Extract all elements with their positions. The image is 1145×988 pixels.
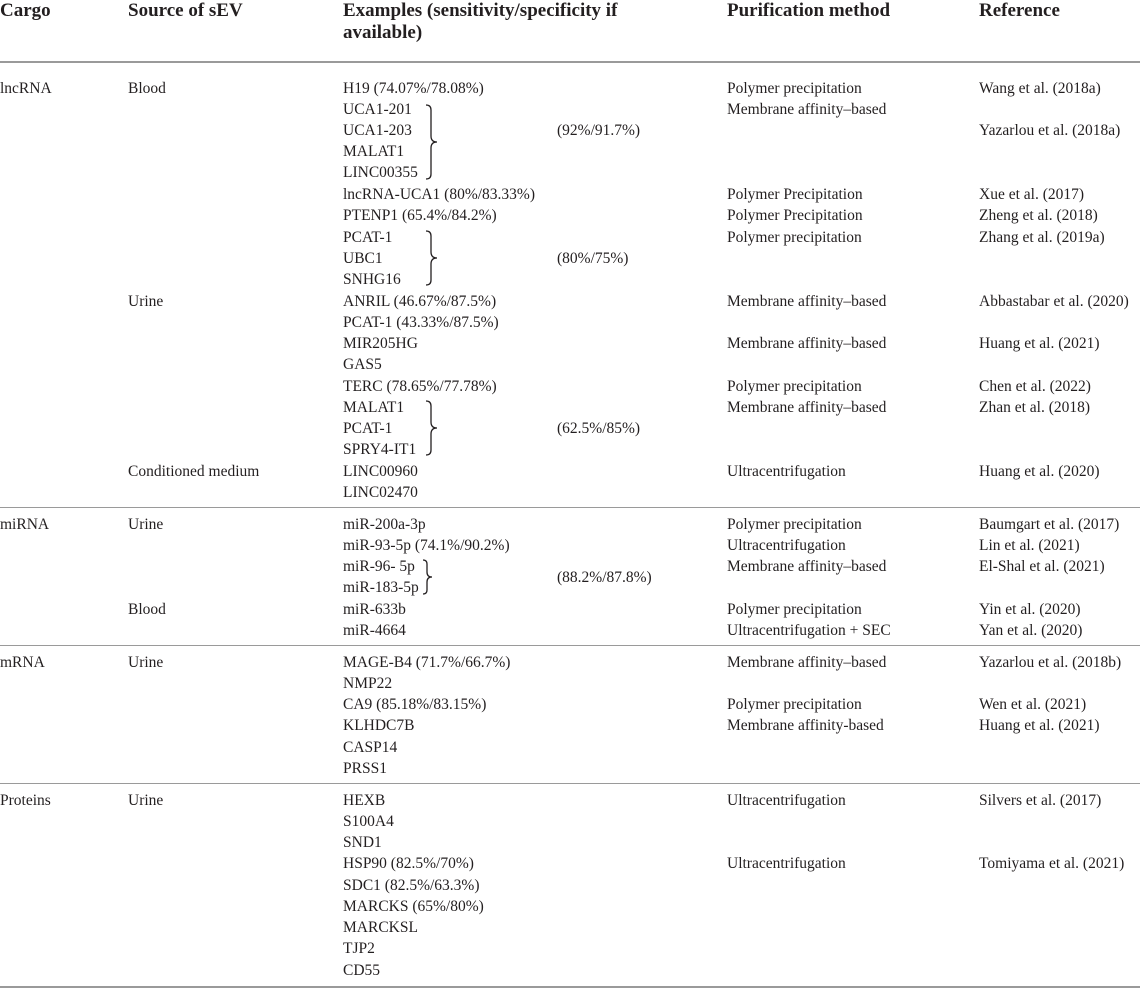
reference-cell: Huang et al. (2021) — [979, 717, 1100, 734]
group-value-cell: (80%/75%) — [557, 250, 629, 267]
source-cell: Urine — [128, 293, 164, 310]
example-cell: CA9 (85.18%/83.15%) — [343, 696, 487, 713]
method-cell: Membrane affinity–based — [727, 335, 887, 352]
method-cell: Ultracentrifugation — [727, 855, 846, 872]
example-cell: HSP90 (82.5%/70%) — [343, 855, 474, 872]
cargo-cell: lncRNA — [0, 80, 52, 97]
reference-cell: Xue et al. (2017) — [979, 186, 1085, 203]
example-cell: LINC02470 — [343, 484, 418, 501]
example-cell: PCAT-1 — [343, 229, 393, 246]
method-cell: Membrane affinity–based — [727, 399, 887, 416]
method-cell: Polymer precipitation — [727, 80, 862, 97]
method-cell: Polymer precipitation — [727, 696, 862, 713]
header-examples-line2: available) — [343, 22, 423, 43]
example-cell: SDC1 (82.5%/63.3%) — [343, 877, 480, 894]
method-cell: Ultracentrifugation — [727, 463, 846, 480]
right-brace-icon — [424, 104, 440, 180]
method-cell: Polymer Precipitation — [727, 207, 863, 224]
example-cell: PCAT-1 (43.33%/87.5%) — [343, 314, 499, 331]
example-cell: NMP22 — [343, 675, 393, 692]
example-cell: miR-633b — [343, 601, 406, 618]
source-cell: Urine — [128, 792, 164, 809]
example-cell: UBC1 — [343, 250, 383, 267]
method-cell: Polymer precipitation — [727, 601, 862, 618]
reference-cell: Yazarlou et al. (2018b) — [979, 654, 1122, 671]
group-value-cell: (62.5%/85%) — [557, 420, 641, 437]
reference-cell: Huang et al. (2020) — [979, 463, 1100, 480]
example-cell: MARCKSL — [343, 919, 418, 936]
example-cell: CASP14 — [343, 739, 398, 756]
source-cell: Blood — [128, 80, 166, 97]
example-cell: UCA1-203 — [343, 122, 412, 139]
section-rule-mirna — [0, 507, 1140, 508]
source-cell: Urine — [128, 654, 164, 671]
example-cell: GAS5 — [343, 356, 382, 373]
section-rule-proteins — [0, 783, 1140, 784]
header-rule — [0, 61, 1140, 63]
reference-cell: Yan et al. (2020) — [979, 622, 1083, 639]
reference-cell: Zheng et al. (2018) — [979, 207, 1098, 224]
reference-cell: Wen et al. (2021) — [979, 696, 1087, 713]
header-purification: Purification method — [727, 0, 891, 21]
example-cell: PRSS1 — [343, 760, 387, 777]
method-cell: Membrane affinity–based — [727, 558, 887, 575]
reference-cell: Wang et al. (2018a) — [979, 80, 1101, 97]
method-cell: Membrane affinity–based — [727, 293, 887, 310]
reference-cell: Chen et al. (2022) — [979, 378, 1091, 395]
right-brace-icon — [424, 400, 440, 456]
reference-cell: Baumgart et al. (2017) — [979, 516, 1120, 533]
example-cell: ANRIL (46.67%/87.5%) — [343, 293, 497, 310]
example-cell: MALAT1 — [343, 399, 405, 416]
example-cell: MARCKS (65%/80%) — [343, 898, 484, 915]
method-cell: Polymer precipitation — [727, 229, 862, 246]
method-cell: Polymer Precipitation — [727, 186, 863, 203]
source-cell: Blood — [128, 601, 166, 618]
cargo-cell: mRNA — [0, 654, 45, 671]
example-cell: SPRY4-IT1 — [343, 441, 417, 458]
method-cell: Ultracentrifugation — [727, 537, 846, 554]
example-cell: TERC (78.65%/77.78%) — [343, 378, 497, 395]
example-cell: SND1 — [343, 834, 382, 851]
reference-cell: El-Shal et al. (2021) — [979, 558, 1105, 575]
example-cell: lncRNA-UCA1 (80%/83.33%) — [343, 186, 536, 203]
reference-cell: Yin et al. (2020) — [979, 601, 1081, 618]
method-cell: Membrane affinity–based — [727, 654, 887, 671]
method-cell: Membrane affinity-based — [727, 717, 884, 734]
header-source: Source of sEV — [128, 0, 243, 21]
cargo-cell: Proteins — [0, 792, 51, 809]
example-cell: SNHG16 — [343, 271, 401, 288]
example-cell: PTENP1 (65.4%/84.2%) — [343, 207, 497, 224]
header-reference: Reference — [979, 0, 1060, 21]
example-cell: miR-200a-3p — [343, 516, 426, 533]
method-cell: Polymer precipitation — [727, 516, 862, 533]
example-cell: H19 (74.07%/78.08%) — [343, 80, 484, 97]
reference-cell: Silvers et al. (2017) — [979, 792, 1102, 809]
example-cell: LINC00960 — [343, 463, 418, 480]
example-cell: LINC00355 — [343, 164, 418, 181]
example-cell: MIR205HG — [343, 335, 418, 352]
group-value-cell: (88.2%/87.8%) — [557, 569, 652, 586]
method-cell: Ultracentrifugation + SEC — [727, 622, 891, 639]
method-cell: Ultracentrifugation — [727, 792, 846, 809]
reference-cell: Lin et al. (2021) — [979, 537, 1080, 554]
reference-cell: Tomiyama et al. (2021) — [979, 855, 1125, 872]
right-brace-icon — [421, 559, 435, 595]
example-cell: KLHDC7B — [343, 717, 415, 734]
reference-cell: Huang et al. (2021) — [979, 335, 1100, 352]
example-cell: miR-4664 — [343, 622, 406, 639]
bottom-rule — [0, 986, 1140, 988]
example-cell: MAGE-B4 (71.7%/66.7%) — [343, 654, 511, 671]
example-cell: CD55 — [343, 962, 381, 979]
source-cell: Urine — [128, 516, 164, 533]
reference-cell: Yazarlou et al. (2018a) — [979, 122, 1121, 139]
example-cell: miR-183-5p — [343, 579, 419, 596]
example-cell: miR-93-5p (74.1%/90.2%) — [343, 537, 510, 554]
group-value-cell: (92%/91.7%) — [557, 122, 641, 139]
example-cell: MALAT1 — [343, 143, 405, 160]
example-cell: PCAT-1 — [343, 420, 393, 437]
section-rule-mrna — [0, 645, 1140, 646]
reference-cell: Abbastabar et al. (2020) — [979, 293, 1129, 310]
example-cell: S100A4 — [343, 813, 394, 830]
example-cell: TJP2 — [343, 940, 375, 957]
example-cell: miR-96- 5p — [343, 558, 415, 575]
example-cell: UCA1-201 — [343, 101, 412, 118]
example-cell: HEXB — [343, 792, 386, 809]
header-cargo: Cargo — [0, 0, 51, 21]
source-cell: Conditioned medium — [128, 463, 260, 480]
method-cell: Membrane affinity–based — [727, 101, 887, 118]
right-brace-icon — [424, 230, 440, 286]
reference-cell: Zhang et al. (2019a) — [979, 229, 1105, 246]
reference-cell: Zhan et al. (2018) — [979, 399, 1091, 416]
method-cell: Polymer precipitation — [727, 378, 862, 395]
cargo-cell: miRNA — [0, 516, 50, 533]
header-examples: Examples (sensitivity/specificity if — [343, 0, 618, 21]
